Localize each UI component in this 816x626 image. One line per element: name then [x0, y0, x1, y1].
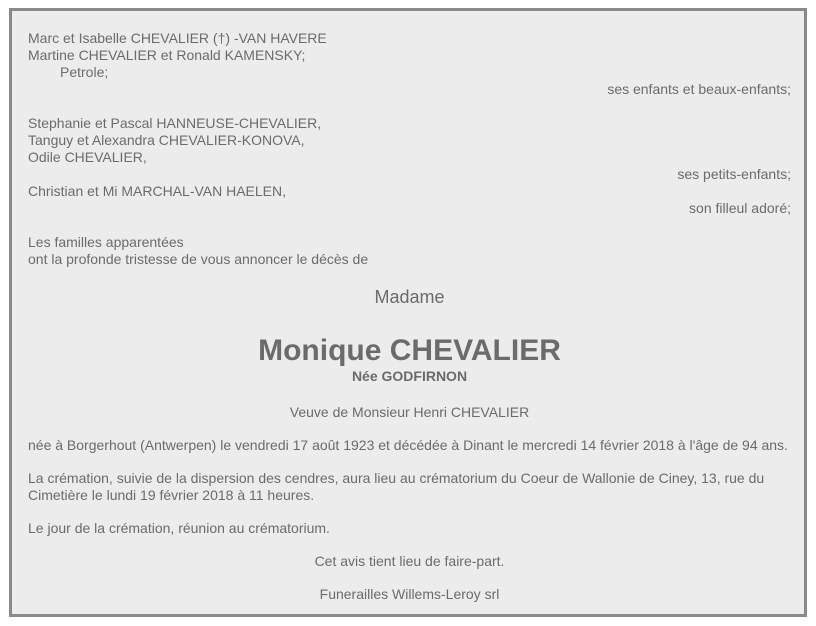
faire-part-notice: Cet avis tient lieu de faire-part. — [314, 553, 505, 569]
gathering-paragraph: Le jour de la crémation, réunion au crématorium. — [28, 520, 330, 536]
deceased-name: Monique CHEVALIER — [258, 334, 561, 367]
cremation-paragraph: La crémation, suivie de la dispersion des cendres, aura lieu au crématorium du Coeur de Wallonie de Ciney, 13, rue du Cimetière le lundi 19 février 2018 à 11 heures. — [28, 470, 765, 503]
salutation: Madame — [374, 287, 445, 307]
children-line-1: Marc et Isabelle CHEVALIER (†) -VAN HAVERE — [28, 30, 327, 46]
funeral-home: Funerailles Willems-Leroy srl — [319, 586, 500, 602]
spacer — [28, 217, 791, 234]
grandchildren-role: ses petits-enfants; — [677, 166, 791, 182]
spacer — [28, 98, 791, 115]
grandchildren-line-1: Stephanie et Pascal HANNEUSE-CHEVALIER, — [28, 115, 322, 131]
maiden-name: Née GODFIRNON — [351, 368, 468, 384]
godchild-line: Christian et Mi MARCHAL-VAN HAELEN, — [28, 183, 287, 199]
children-role: ses enfants et beaux-enfants; — [607, 81, 791, 97]
widow-of: Veuve de Monsieur Henri CHEVALIER — [289, 404, 530, 420]
godchild-role: son filleul adoré; — [689, 200, 791, 216]
grandchildren-line-2: Tanguy et Alexandra CHEVALIER-KONOVA, — [28, 132, 305, 148]
children-line-2: Martine CHEVALIER et Ronald KAMENSKY; — [28, 47, 306, 63]
announcement-line: ont la profonde tristesse de vous annoncer le décès de — [28, 251, 369, 267]
children-line-3: Petrole; — [60, 64, 109, 80]
birth-death-paragraph: née à Borgerhout (Antwerpen) le vendredi 17 août 1923 et décédée à Dinant le mercredi 14 février 2018 à l'âge de 94 ans. — [28, 437, 788, 453]
related-families-line: Les familles apparentées — [28, 234, 184, 250]
obituary-notice — [9, 8, 807, 617]
notice-content — [28, 30, 791, 603]
grandchildren-line-3: Odile CHEVALIER, — [28, 149, 147, 165]
